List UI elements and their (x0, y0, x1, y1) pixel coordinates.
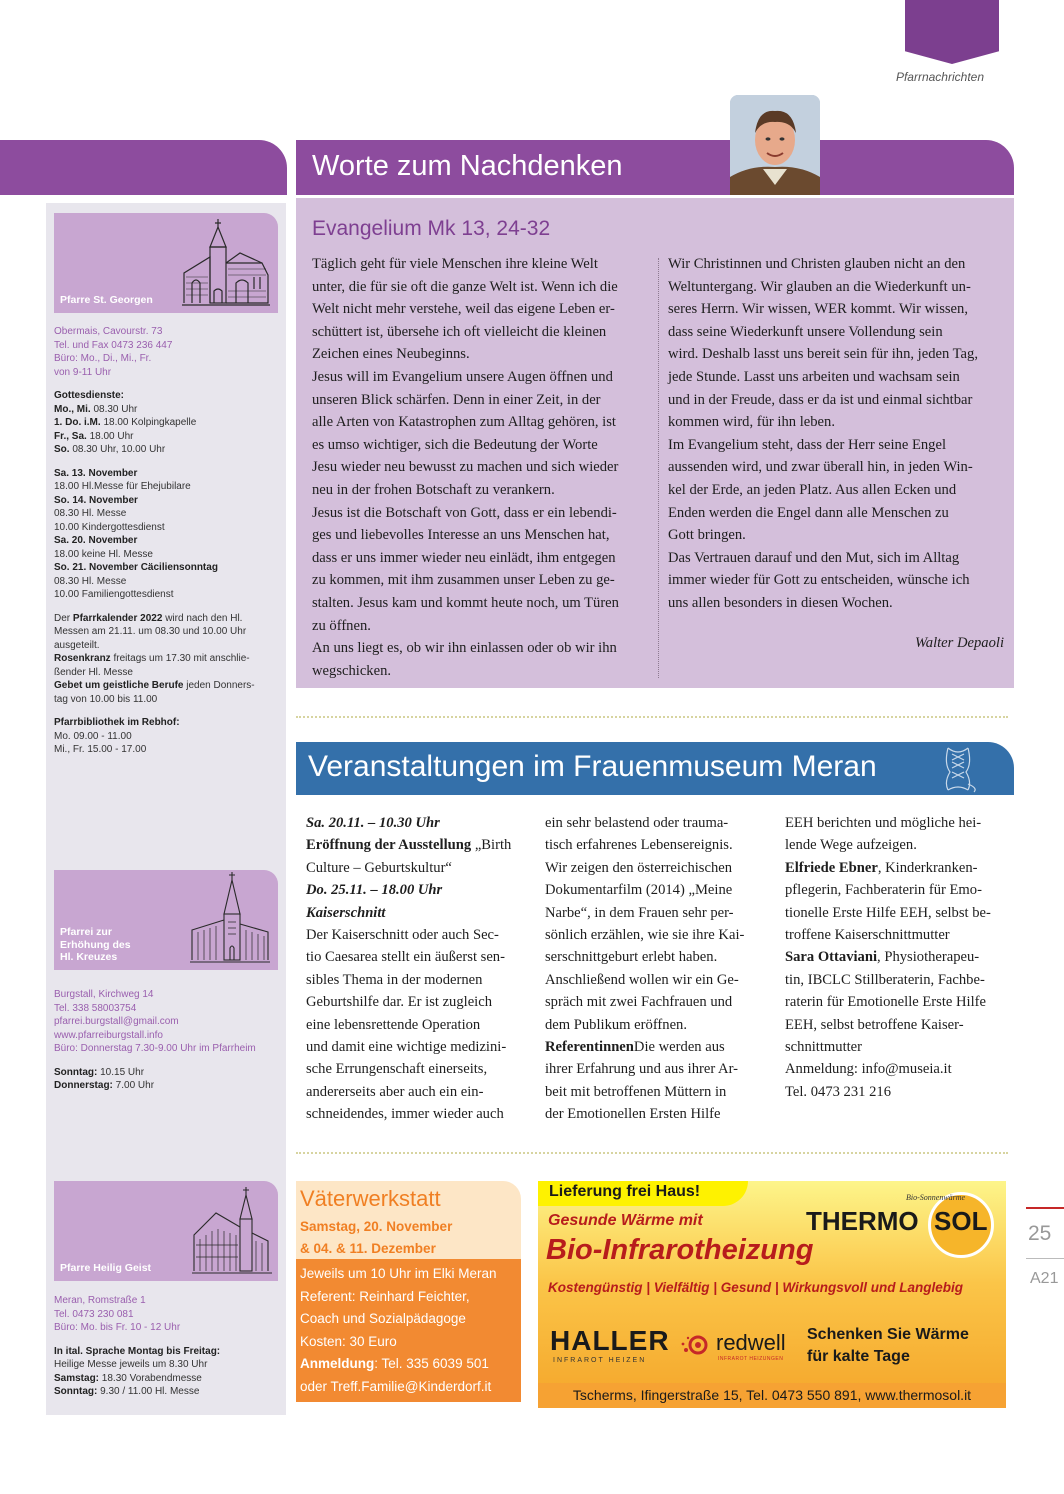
service-line-bold: Sonntag: (54, 1066, 98, 1078)
kreuz-info (54, 988, 286, 1093)
dotted-separator-1 (296, 716, 1008, 718)
page-number: 25 (1028, 1222, 1052, 1245)
date-line (54, 494, 286, 508)
note-line-text: ßender Hl. Messe (54, 666, 133, 678)
gospel-title: Evangelium Mk 13, 24-32 (312, 217, 551, 240)
gospel-line: neu in der frohen Botschaft zu verankern. (312, 481, 555, 498)
church-geist-icon (192, 1185, 272, 1277)
vaeter-date-1: Samstag, 20. November (300, 1219, 453, 1234)
service-line-bold: Fr., Sa. (54, 430, 87, 442)
gospel-line: ges und liebevolles Interesse an uns Menschen hat, (312, 527, 610, 544)
parish-name-kreuz (60, 926, 131, 964)
service-line-text: 08.30 Uhr, 10.00 Uhr (69, 444, 166, 455)
page-code: A21 (1030, 1270, 1059, 1287)
date-line (54, 575, 286, 589)
museum-line-text: der Emotionellen Ersten Hilfe (545, 1106, 721, 1123)
museum-line (545, 924, 773, 946)
museum-line-text: Wir zeigen den österreichischen (545, 859, 733, 876)
date-line-text: 10.00 Familiengottesdienst (54, 589, 174, 600)
vaeter-title: Väterwerkstatt (300, 1186, 441, 1211)
parish-name-geist: Pfarre Heilig Geist (60, 1262, 152, 1275)
gospel-line: Welt nicht mehr verstehe, weil das eigene Leben er- (312, 301, 615, 318)
note-line-bold: Gebet um geistliche Berufe (54, 680, 184, 691)
service-line-bold: Samstag: (54, 1372, 100, 1384)
museum-line (545, 1103, 773, 1125)
gospel-line: Jesu wieder neu bewusst zu machen und sich wieder (312, 459, 619, 476)
gospel-line: uns allen besonders in diesen Wochen. (668, 594, 893, 611)
museum-line-text: ein sehr belastend oder trauma- (545, 815, 729, 831)
top-tab-marker (905, 0, 999, 64)
georgen-address-4: von 9-11 Uhr (54, 366, 112, 378)
service-line (54, 1385, 286, 1399)
vaeter-line-text: : Tel. 335 6039 501 (374, 1356, 489, 1371)
museum-line (306, 1014, 534, 1036)
haller-subtitle: INFRAROT HEIZEN (553, 1357, 647, 1364)
ad-headline: Bio-Infrarotheizung (546, 1234, 814, 1266)
museum-line-text: sche Errungenschaft einerseits, (306, 1061, 488, 1078)
note-line-text: ausgeteilt. (54, 639, 100, 651)
kreuz-address-1: Burgstall, Kirchweg 14 (54, 989, 154, 1000)
haller-logo: HALLER (550, 1325, 670, 1356)
note-line-prefix: Der (54, 612, 73, 624)
ad-gift-line-1: Schenken Sie Wärme (807, 1326, 969, 1343)
vaeter-line-text: Jeweils um 10 Uhr im Elki Meran (300, 1266, 497, 1281)
date-line (54, 521, 286, 535)
museum-line-text: ihrer Erfahrung und aus ihrer Ar- (545, 1061, 739, 1078)
service-line-text: 9.30 / 11.00 Hl. Messe (97, 1386, 200, 1397)
vaeter-line-text: oder Treff.Familie@Kinderdorf.it (300, 1378, 492, 1394)
museum-line-bold: Sara Ottaviani (785, 949, 878, 966)
museum-line (545, 902, 773, 924)
vaeter-line (300, 1286, 497, 1309)
museum-line-text: , Physiotherapeu- (877, 949, 980, 966)
gospel-line: unseren Blick schärfen. Denn in einer Zeit, in der (312, 391, 601, 408)
museum-line-text: tisch erfahrenes Lebensereignis. (545, 837, 733, 854)
ad-gift-slogan (807, 1324, 969, 1368)
georgen-dates (54, 467, 286, 602)
vaeter-line-text: Kosten: 30 Euro (300, 1333, 397, 1349)
note-line-bold: Rosenkranz (54, 653, 111, 664)
museum-line (306, 902, 534, 924)
vaeter-line (300, 1353, 497, 1376)
date-line-text: 18.00 keine Hl. Messe (54, 548, 153, 560)
service-line-bold: So. (54, 444, 70, 455)
gospel-line: jede Stunde. Lasst uns arbeiten und wachsam sein (668, 368, 960, 385)
museum-line-text: Der Kaiserschnitt oder auch Sec- (306, 927, 499, 944)
museum-line-bold: Elfriede Ebner (785, 859, 878, 876)
date-line-bold: Sa. 13. November (54, 467, 138, 479)
museum-line (306, 991, 534, 1013)
museum-line (306, 1081, 534, 1103)
service-line (54, 430, 286, 444)
museum-line-text: dem Publikum eröffnen. (545, 1016, 687, 1033)
georgen-address-1: Obermais, Cavourstr. 73 (54, 326, 163, 337)
gospel-line: wegschicken. (312, 662, 392, 679)
note-line (54, 612, 286, 626)
parish-name-kreuz-1: Pfarrei zur (60, 926, 112, 939)
geist-info (54, 1294, 286, 1399)
museum-line-text: Narbe“, in dem Frauen sehr per- (545, 904, 734, 921)
vaeter-line-bold: Anmeldung (300, 1356, 375, 1371)
georgen-services-title: Gottesdienste: (54, 390, 125, 401)
museum-line-text: Anschließend wollen wir ein Ge- (545, 971, 739, 988)
date-line (54, 548, 286, 562)
vaeter-line (300, 1308, 497, 1331)
date-line (54, 588, 286, 602)
museum-line (306, 1103, 534, 1125)
parish-box-kreuz (54, 870, 278, 970)
ad-gift-line-2: für kalte Tage (807, 1348, 910, 1365)
museum-line (785, 834, 1013, 856)
museum-column-1 (306, 812, 534, 1126)
service-line-text: 18.00 Uhr (86, 430, 134, 442)
georgen-info (54, 325, 286, 757)
gospel-column-1 (312, 253, 652, 682)
museum-line-text: troffene Kaiserschnittmutter (785, 927, 950, 944)
dotted-separator-2 (296, 1152, 1008, 1154)
parish-name-kreuz-3: Hl. Kreuzes (60, 951, 118, 964)
museum-line (306, 924, 534, 946)
note-line (54, 693, 286, 707)
date-line (54, 534, 286, 548)
museum-line-bold: Referentinnen (545, 1039, 634, 1056)
georgen-address-3: Büro: Mo., Di., Mi., Fr. (54, 353, 152, 364)
service-line-text: Heilige Messe jeweils um 8.30 Uhr (54, 1359, 208, 1370)
gospel-line: schüttert ist, übersehe ich oft vielleicht die kleinen (312, 323, 607, 340)
gospel-line: Täglich geht für viele Menschen ihre kleine Welt (312, 256, 598, 272)
service-line-text: 18.00 Kolpingkapelle (100, 417, 197, 428)
museum-line (306, 1058, 534, 1080)
parish-name-kreuz-2: Erhöhung des (60, 938, 131, 951)
date-line-text: 08.30 Hl. Messe (54, 508, 127, 519)
museum-line (785, 1058, 1013, 1080)
date-line (54, 561, 286, 575)
gospel-line: dass er uns immer wieder neu einlädt, ihm entgegen (312, 549, 616, 566)
date-line (54, 467, 286, 481)
gospel-line: stalten. Jesus kam und kommt heute noch, um Türen (312, 594, 619, 611)
service-line-text: 08.30 Uhr (90, 403, 138, 415)
museum-line (545, 1036, 773, 1058)
vaeter-dates (300, 1216, 452, 1260)
page-number-divider (1026, 1258, 1064, 1259)
redwell-subtitle: INFRAROT HEIZUNGEN (718, 1356, 784, 1362)
gospel-line: Wir Christinnen und Christen glauben nicht an den (668, 256, 966, 272)
gospel-line: Zeichen eines Neubeginns. (312, 346, 470, 363)
museum-line-text: , Kinderkranken- (877, 859, 978, 876)
museum-line-heading: Sa. 20.11. – 10.30 Uhr (306, 815, 440, 831)
gospel-line: immer wieder für Gott zu entscheiden, wünsche ich (668, 572, 970, 589)
gospel-line: Im Evangelium steht, dass der Herr seine Engel (668, 436, 947, 453)
museum-line (785, 879, 1013, 901)
note-line-text: Messen am 21.11. um 08.30 und 10.00 Uhr (54, 626, 247, 637)
museum-line (306, 879, 534, 901)
museum-line (306, 834, 534, 856)
thermosol-logo-sol: SOL (934, 1206, 988, 1236)
museum-line-text: „Birth (471, 837, 512, 854)
museum-line-text: spräch mit zwei Fachfrauen und (545, 994, 733, 1011)
church-kreuz-icon (188, 870, 272, 966)
museum-line-text: raterin für Emotionelle Erste Hilfe (785, 994, 986, 1011)
museum-line (785, 1081, 1013, 1103)
gospel-line: Jesus ist die Botschaft von Gott, dass er ein lebendi- (312, 504, 617, 521)
museum-line (545, 812, 773, 834)
gospel-line: zu kommen, mit ihm zusammen unser Leben zu ge- (312, 572, 615, 589)
gospel-line: seres Herrn. Wir wissen, WER kommt. Wir wissen, (668, 301, 968, 318)
museum-line (545, 1014, 773, 1036)
gospel-line: und in der Freude, dass er da ist und einmal sichtbar (668, 391, 973, 408)
service-line (54, 443, 286, 457)
gospel-line: An uns liegt es, ob wir ihn einlassen oder ob wir ihn (312, 640, 617, 657)
georgen-services (54, 403, 286, 457)
worte-title: Worte zum Nachdenken (312, 150, 623, 182)
author-signature: Walter Depaoli (914, 635, 1004, 651)
thermosol-logo-text: THERMO (806, 1206, 919, 1236)
museum-line-text: andererseits aber auch ein ein- (306, 1083, 484, 1100)
date-line-text: 18.00 Hl.Messe für Ehejubilare (54, 481, 191, 492)
corset-icon (934, 744, 982, 794)
gospel-line: Gott bringen. (668, 527, 746, 544)
date-line (54, 480, 286, 494)
vaeter-line-text: Referent: Reinhard Feichter, (300, 1288, 470, 1304)
museum-line-text: lende Wege aufzeigen. (785, 837, 917, 854)
service-line-text: 18.30 Vorabendmesse (99, 1372, 202, 1384)
note-line (54, 679, 286, 693)
gospel-line: aussenden wird, und zwar überall hin, in jeden Win- (668, 459, 973, 476)
library-hours-2: Mi., Fr. 15.00 - 17.00 (54, 744, 147, 755)
redwell-logo-icon (680, 1332, 710, 1358)
museum-line-heading: Kaiserschnitt (306, 904, 386, 921)
note-line (54, 666, 286, 680)
service-line (54, 416, 286, 430)
gospel-line: es umso wichtiger, sich die Bedeutung der Worte (312, 436, 598, 453)
vaeter-details (300, 1263, 497, 1398)
ad-tagline: Gesunde Wärme mit (548, 1212, 703, 1229)
vaeter-date-2: & 04. & 11. Dezember (300, 1241, 436, 1256)
note-line-text: wird nach den Hl. (162, 612, 243, 624)
museum-line-text: tin, IBCLC Stillberaterin, Fachbe- (785, 971, 985, 988)
date-line-text: 10.00 Kindergottesdienst (54, 521, 165, 533)
museum-line (785, 1036, 1013, 1058)
museum-line-text: schnittmutter (785, 1039, 863, 1056)
date-line-bold: So. 14. November (54, 494, 138, 506)
museum-line (545, 991, 773, 1013)
kreuz-phone: Tel. 338 58003754 (54, 1002, 137, 1014)
gospel-line: unter, die für sie oft die ganze Welt ist. Wenn ich die (312, 278, 618, 295)
museum-line-text: Anmeldung: info@museia.it (785, 1061, 952, 1078)
museum-line-text: Geburtshilfe dar. Er ist zugleich (306, 994, 493, 1011)
museum-line-text: schneidendes, immer wieder auch (306, 1106, 504, 1123)
museum-line-text: Dokumentarfilm (2014) „Meine (545, 882, 733, 899)
vaeter-line (300, 1376, 497, 1399)
service-line-bold: Mo., Mi. (54, 403, 91, 415)
service-line-bold: Sonntag: (54, 1386, 98, 1397)
museum-line-heading: Do. 25.11. – 18.00 Uhr (306, 882, 443, 899)
library-title: Pfarrbibliothek im Rebhof: (54, 717, 180, 728)
museum-line-text: Tel. 0473 231 216 (785, 1083, 891, 1100)
service-line-text: 7.00 Uhr (112, 1080, 155, 1091)
museum-line-text: sibles Thema in der modernen (306, 971, 483, 988)
kreuz-email[interactable]: pfarrei.burgstall@gmail.com (54, 1016, 179, 1027)
note-line-text: tag von 10.00 bis 11.00 (54, 693, 158, 705)
museum-line (785, 902, 1013, 924)
museum-line-text: Die (633, 1039, 659, 1056)
museum-line-text: tionelle Erste Hilfe EEH, selbst be- (785, 904, 991, 921)
museum-line (785, 946, 1013, 968)
museum-line (785, 924, 1013, 946)
museum-line-text: beit mit betroffenen Müttern in (545, 1083, 727, 1100)
geist-services (54, 1345, 286, 1399)
georgen-address-2: Tel. und Fax 0473 236 447 (54, 339, 173, 351)
museum-line (306, 812, 534, 834)
service-line (54, 1079, 286, 1093)
church-georgen-icon (180, 217, 272, 309)
geist-office-hours: Büro: Mo. bis Fr. 10 - 12 Uhr (54, 1322, 181, 1333)
gospel-column-2 (668, 253, 1008, 615)
museum-line (785, 991, 1013, 1013)
museum-line (785, 812, 1013, 834)
date-line-text: 08.30 Hl. Messe (54, 575, 127, 587)
page-number-rule (1026, 1207, 1064, 1209)
museum-line (306, 857, 534, 879)
gospel-line: dass seine Wiederkunft unsere Vollendung sein (668, 323, 943, 340)
note-line-bold: Pfarrkalender 2022 (72, 612, 163, 624)
vaeter-line (300, 1263, 497, 1286)
date-line (54, 507, 286, 521)
note-line (54, 639, 286, 653)
museum-line-text: eine lebensrettende Operation (306, 1016, 481, 1033)
museum-line-text: und damit eine wichtige medizini- (306, 1039, 507, 1056)
service-line-text: 10.15 Uhr (97, 1066, 145, 1078)
author-portrait (730, 95, 820, 195)
library-hours-1: Mo. 09.00 - 11.00 (54, 730, 132, 742)
museum-line-text: tio Caesarea stellt ein äußerst sen- (306, 949, 505, 966)
parish-box-geist (54, 1181, 278, 1281)
parish-sidebar (46, 203, 286, 1415)
museum-line (545, 946, 773, 968)
sidebar-header-bar (0, 140, 287, 195)
geist-address-1: Meran, Romstraße 1 (54, 1295, 146, 1306)
gospel-line: Weltuntergang. Wir glauben an die Wiederkunft un- (668, 278, 971, 295)
parish-name-georgen: Pfarre St. Georgen (60, 294, 153, 307)
gospel-line: kommen wird, für ihn leben. (668, 414, 835, 431)
redwell-logo: redwell (716, 1330, 786, 1355)
date-line-bold: Sa. 20. November (54, 535, 138, 546)
geist-phone: Tel. 0473 230 081 (54, 1308, 134, 1320)
service-line-bold: 1. Do. i.M. (54, 417, 101, 428)
service-line (54, 1372, 286, 1386)
museum-line-text: sönlich erzählen, wie sie ihre Kai- (545, 927, 745, 944)
ad-delivery-text: Lieferung frei Haus! (549, 1183, 701, 1200)
vaeter-line (300, 1331, 497, 1354)
note-line-text: jeden Donners- (183, 680, 255, 691)
date-line-bold: So. 21. November Cäciliensonntag (54, 562, 218, 573)
museum-line-text-2: werden aus (658, 1039, 725, 1056)
gospel-line: alle Arten von Katastrophen zum Alltag gehören, ist (312, 414, 616, 431)
gospel-line: zu öffnen. (312, 617, 371, 634)
column-divider (658, 258, 659, 678)
kreuz-office-hours: Büro: Donnerstag 7.30-9.00 Uhr im Pfarrheim (54, 1043, 256, 1054)
kreuz-website[interactable]: www.pfarreiburgstall.info (54, 1029, 163, 1041)
museum-line-text: serschnittgeburt erlebt haben. (545, 949, 718, 966)
museum-line (306, 1036, 534, 1058)
vaeter-line-text: Coach und Sozialpädagoge (300, 1311, 466, 1326)
museum-line (545, 834, 773, 856)
museum-line (785, 969, 1013, 991)
museum-line-bold: Eröffnung der Ausstellung (306, 837, 472, 854)
museum-line (545, 857, 773, 879)
note-line (54, 625, 286, 639)
gospel-line: Enden werden die Engel dann alle Menschen zu (668, 504, 949, 521)
gospel-line: Jesus will im Evangelium unsere Augen öffnen und (312, 368, 613, 385)
section-label: Pfarrnachrichten (895, 70, 984, 84)
georgen-notes (54, 612, 286, 707)
kreuz-services (54, 1066, 286, 1093)
ad-benefits: Kostengünstig | Vielfältig | Gesund | Wirkungsvoll und Langlebig (548, 1280, 963, 1295)
museum-line-text: Culture – Geburtskultur“ (306, 859, 452, 876)
museum-line (785, 1014, 1013, 1036)
museum-line (785, 857, 1013, 879)
museum-line-text: pflegerin, Fachberaterin für Emo- (785, 882, 982, 899)
museum-column-2 (545, 812, 773, 1126)
note-line (54, 652, 286, 666)
museum-line (545, 1081, 773, 1103)
museum-line (545, 1058, 773, 1080)
service-line-bold: Donnerstag: (54, 1080, 113, 1091)
note-line-text: freitags um 17.30 mit anschlie- (110, 653, 250, 664)
ad-contact[interactable]: Tscherms, Ifingerstraße 15, Tel. 0473 550 891, www.thermosol.it (572, 1387, 972, 1403)
service-line-bold: In ital. Sprache Montag bis Freitag: (54, 1345, 221, 1357)
service-line (54, 403, 286, 417)
museum-column-3 (785, 812, 1013, 1103)
museum-line (306, 946, 534, 968)
service-line (54, 1066, 286, 1080)
museum-title: Veranstaltungen im Frauenmuseum Meran (308, 750, 877, 783)
museum-line (306, 969, 534, 991)
service-line (54, 1345, 286, 1359)
gospel-line: Das Vertrauen darauf und den Mut, sich im Alltag (668, 549, 960, 566)
parish-box-georgen (54, 213, 278, 313)
museum-line-text: EEH berichten und mögliche hei- (785, 815, 982, 831)
gospel-line: kel der Erde, an jeden Platz. Aus allen Ecken und (668, 481, 957, 498)
gospel-line: wird. Deshalb lasst uns bereit sein für ihn, jeden Tag, (668, 346, 978, 363)
service-line (54, 1358, 286, 1372)
museum-line (545, 969, 773, 991)
museum-line (545, 879, 773, 901)
thermosol-script: Bio-Sonnenwärme (906, 1193, 966, 1202)
museum-line-text: EEH, selbst betroffene Kaiser- (785, 1016, 964, 1033)
